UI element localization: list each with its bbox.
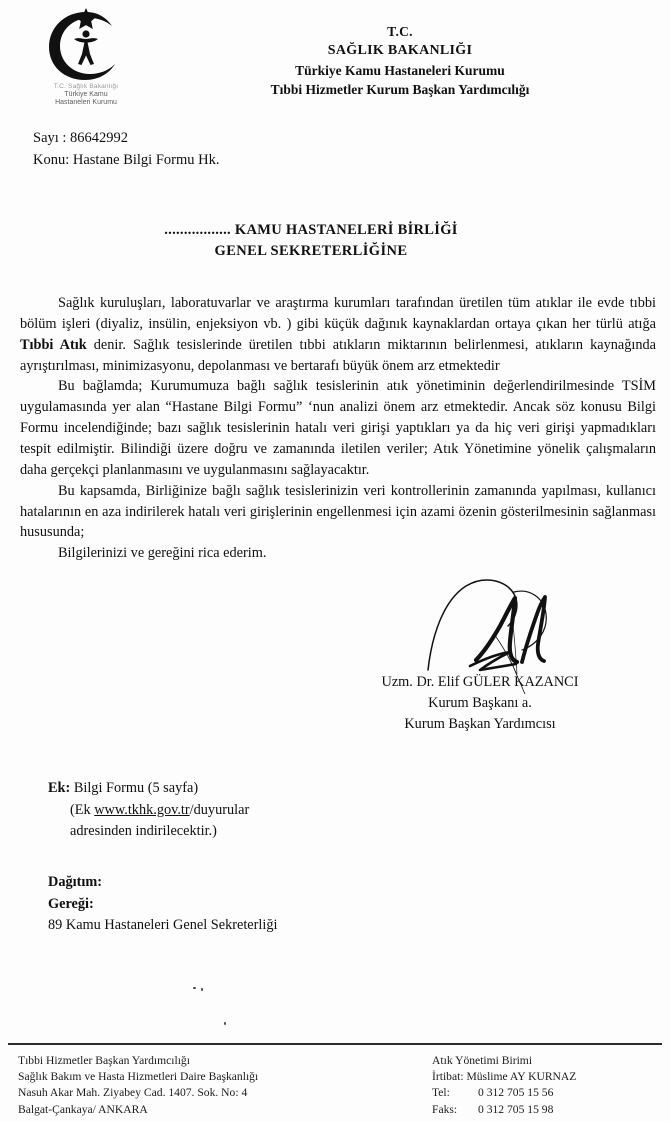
addressee-line-2: GENEL SEKRETERLİĞİNE bbox=[214, 243, 408, 260]
addressee-line-1: ................. KAMU HASTANELERİ BİRLİĞİ bbox=[164, 221, 458, 238]
addressee-block bbox=[0, 220, 670, 264]
scan-artifact bbox=[193, 987, 196, 989]
attachment-label: Ek: bbox=[48, 780, 71, 797]
attachment-line-3: adresinden indirilecektir.) bbox=[70, 823, 217, 840]
distribution-heading bbox=[48, 872, 670, 893]
footer-address-line-4: Balgat-Çankaya/ ANKARA bbox=[18, 1102, 148, 1116]
body-paragraph-1 bbox=[20, 293, 656, 376]
heading-line-ministry: SAĞLIK BAKANLIĞI bbox=[327, 43, 473, 59]
organization-heading bbox=[150, 22, 650, 99]
attachment-line-2-prefix: (Ek bbox=[70, 801, 95, 818]
attachment-block bbox=[48, 778, 670, 842]
heading-line-institution: Türkiye Kamu Hastaneleri Kurumu bbox=[295, 63, 505, 79]
distribution-subheading bbox=[48, 894, 670, 915]
reference-block bbox=[33, 128, 670, 172]
body-paragraph-4: Bilgilerinizi ve gereğini rica ederim. bbox=[58, 545, 267, 562]
scan-artifact bbox=[224, 1022, 226, 1025]
signatory-details bbox=[300, 672, 660, 734]
heading-line-department: Tıbbi Hizmetler Kurum Başkan Yardımcılığı bbox=[270, 82, 530, 98]
footer-fax-value: 0 312 705 15 98 bbox=[478, 1102, 554, 1116]
paragraph-1-emphasis: Tıbbi Atık bbox=[20, 336, 87, 353]
footer-telephone-value: 0 312 705 15 56 bbox=[478, 1086, 554, 1100]
footer-address-line-2: Sağlık Bakım ve Hasta Hizmetleri Daire Başkanlığı bbox=[18, 1070, 259, 1084]
attachment-line-2 bbox=[48, 800, 670, 821]
logo-caption-line-3: Hastaneleri Kurumu bbox=[55, 98, 117, 106]
reference-number: Sayı : 86642992 bbox=[33, 130, 129, 146]
attachment-line-1 bbox=[48, 778, 670, 799]
footer-fax-label: Faks: bbox=[432, 1102, 458, 1116]
footer-divider bbox=[8, 1043, 662, 1045]
ministry-logo bbox=[30, 8, 142, 107]
signatory-title-2: Kurum Başkan Yardımcısı bbox=[404, 715, 556, 732]
footer-address-column bbox=[0, 1053, 420, 1118]
footer-address-line-1: Tıbbi Hizmetler Başkan Yardımcılığı bbox=[18, 1054, 190, 1067]
signatory-name: Uzm. Dr. Elif GÜLER KAZANCI bbox=[381, 674, 579, 691]
footer-unit-name: Atık Yönetimi Birimi bbox=[432, 1054, 533, 1067]
signature-block bbox=[0, 586, 670, 732]
paragraph-1-part-2: denir. Sağlık tesislerinde üretilen tıbbi atıkların miktarının belirlenmesi, atıkların kaynağında ayrıştırılması, minimizasyonu, depolanması ve bertarafı büyük önem arz etmektedir bbox=[20, 336, 656, 374]
footer-contact-person: İrtibat: Müslime AY KURNAZ bbox=[432, 1070, 577, 1084]
distribution-subheading-text: Gereği: bbox=[48, 895, 94, 912]
footer-contact-column bbox=[420, 1053, 670, 1118]
signatory-title-1: Kurum Başkanı a. bbox=[428, 694, 532, 711]
crescent-star-emblem-icon bbox=[40, 8, 132, 82]
distribution-block bbox=[48, 872, 670, 936]
letterhead bbox=[0, 0, 670, 120]
footer-telephone-label: Tel: bbox=[432, 1086, 450, 1100]
footer-telephone-row bbox=[432, 1085, 670, 1101]
distribution-item: 89 Kamu Hastaneleri Genel Sekreterliği bbox=[48, 917, 278, 934]
logo-caption-line-2: Türkiye Kamu bbox=[64, 90, 108, 98]
scan-artifact bbox=[201, 988, 203, 991]
heading-line-tc: T.C. bbox=[387, 24, 413, 39]
page-footer bbox=[0, 1043, 670, 1121]
letter-body bbox=[20, 293, 656, 564]
logo-caption bbox=[30, 83, 142, 107]
paragraph-1-part-1: Sağlık kuruluşları, laboratuvarlar ve araştırma kurumları tarafından üretilen tüm atıklar ile evde tıbbi bölüm işleri (diyaliz, insülin, enjeksiyon vb. ) gibi küçük dağınık kaynaklardan ortaya çıkan her türlü atığa bbox=[20, 295, 656, 332]
footer-address-line-3: Nasuh Akar Mah. Ziyabey Cad. 1407. Sok. No: 4 bbox=[18, 1086, 248, 1100]
distribution-heading-text: Dağıtım: bbox=[48, 874, 102, 891]
attachment-url-path: /duyurular bbox=[189, 801, 250, 818]
reference-subject: Konu: Hastane Bilgi Formu Hk. bbox=[33, 151, 220, 168]
attachment-value: Bilgi Formu (5 sayfa) bbox=[70, 780, 199, 797]
body-paragraph-2: Bu bağlamda; Kurumumuza bağlı sağlık tesislerinin atık yönetiminin değerlendirilmesinde TSİM uygulamasında yer alan “Hastane Bilgi Formu” ‘nun analizi önem arz etmektedir. Ancak söz konusu Bilgi Formu incelendiğinde; bazı sağlık tesislerinin hatalı veri girişi yaptıkları ya da hiç veri girişi yapmadıkları tespit edilmiştir. Bilindiği üzere doğru ve zamanında iletilen veriler; Atık Yönetimine yönelik çalışmaların daha gerçekçi planlanmasını ve uygulanmasını sağlayacaktır. bbox=[20, 378, 656, 478]
logo-caption-line-1: T.C. Sağlık Bakanlığı bbox=[53, 83, 119, 90]
body-paragraph-3: Bu kapsamda, Birliğinize bağlı sağlık tesislerinizin veri kontrollerinin zamanında yapılması, kullanıcı hatalarının en aza indirilerek hatalı veri girişlerinin engellenmesi için azami özenin gösterilmesinin sağlanması hususunda; bbox=[20, 482, 656, 541]
footer-fax-row bbox=[432, 1102, 670, 1118]
footer-columns bbox=[0, 1053, 670, 1118]
attachment-url-link[interactable]: www.tkhk.gov.tr bbox=[94, 801, 190, 818]
